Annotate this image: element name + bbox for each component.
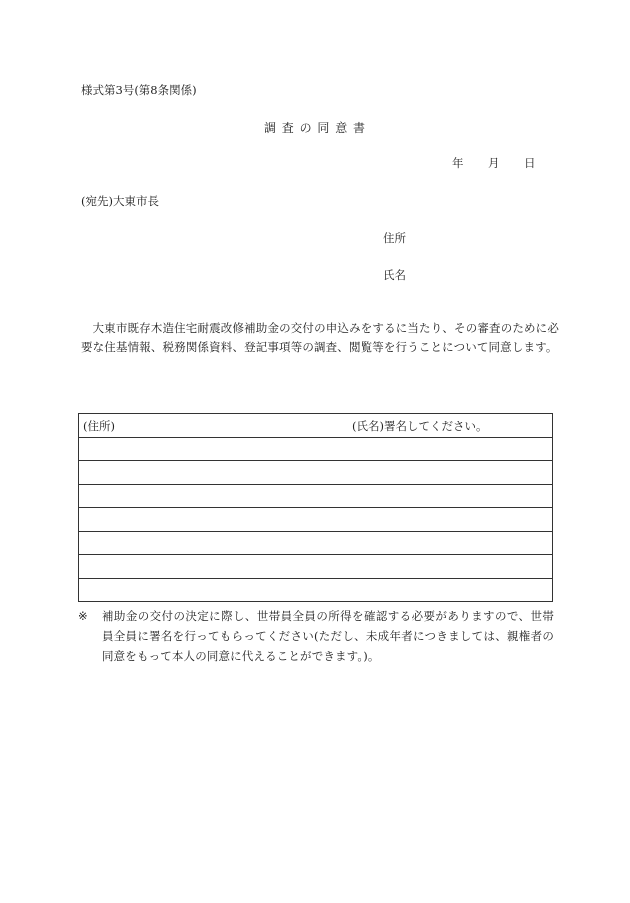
- signature-row[interactable]: [79, 531, 553, 555]
- signature-cell[interactable]: [79, 555, 553, 579]
- signature-cell[interactable]: [79, 578, 553, 602]
- signature-row[interactable]: [79, 437, 553, 461]
- signature-row[interactable]: [79, 484, 553, 508]
- table-header-row: [79, 414, 553, 438]
- date-month-label: 月: [488, 156, 500, 170]
- date-line: [0, 155, 630, 171]
- applicant-name-label: 氏名: [383, 268, 406, 282]
- addressee: (宛先)大東市長: [81, 194, 159, 208]
- signature-cell[interactable]: [79, 484, 553, 508]
- signature-row[interactable]: [79, 508, 553, 532]
- applicant-address-label: 住所: [383, 231, 406, 245]
- form-number: 様式第3号(第8条関係): [81, 83, 197, 97]
- note-mark: ※: [78, 609, 88, 623]
- note-text: 補助金の交付の決定に際し、世帯員全員の所得を確認する必要がありますので、世帯員全員に署名を行ってもらってください(ただし、未成年者につきましては、親権者の同意をもって本人の同意に代えることができます。)。: [102, 609, 554, 663]
- signature-row[interactable]: [79, 461, 553, 485]
- signature-cell[interactable]: [79, 461, 553, 485]
- signature-row[interactable]: [79, 555, 553, 579]
- address-column-header: (住所): [83, 419, 115, 433]
- signature-cell[interactable]: [79, 437, 553, 461]
- table-header-cell: [79, 414, 553, 438]
- signature-row[interactable]: [79, 578, 553, 602]
- signature-cell[interactable]: [79, 531, 553, 555]
- signature-cell[interactable]: [79, 508, 553, 532]
- signature-table: [78, 413, 553, 602]
- consent-body-text: 大東市既存木造住宅耐震改修補助金の交付の申込みをするに当たり、その審査のために必要な住基情報、税務関係資料、登記事項等の調査、閲覧等を行うことについて同意します。: [81, 321, 559, 354]
- date-day-label: 日: [524, 156, 536, 170]
- name-column-header: (氏名)署名してください。: [352, 419, 488, 433]
- document-title: 調 査 の 同 意 書: [263, 121, 367, 135]
- date-year-label: 年: [452, 156, 464, 170]
